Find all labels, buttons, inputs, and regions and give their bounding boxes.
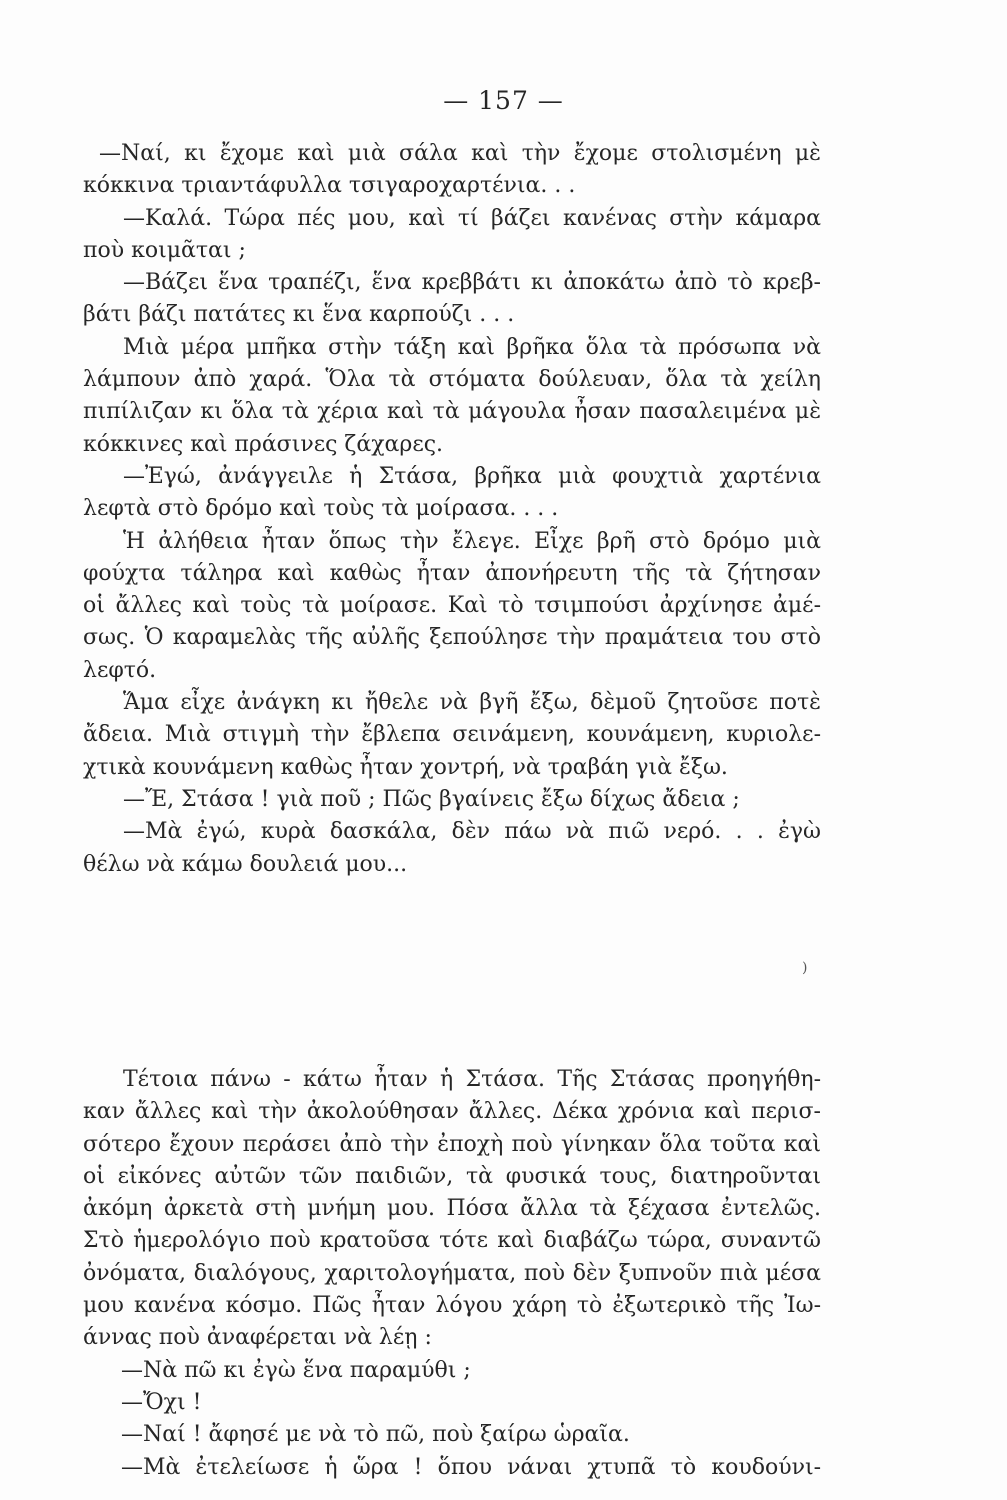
text-line: θέλω νὰ κάμω δουλειά μου... <box>83 851 408 877</box>
text-line: σως. Ὁ καραμελὰς τῆς αὐλῆς ξεπούλησε τὴν πραμάτεια του στὸ <box>83 625 821 651</box>
text-line: καν ἄλλες καὶ τὴν ἀκολούθησαν ἄλλες. Δέκα χρόνια καὶ περισ- <box>83 1099 821 1125</box>
text-line: λάμπουν ἀπὸ χαρά. Ὅλα τὰ στόματα δούλευαν, ὅλα τὰ χείλη <box>83 367 821 393</box>
text-line: ἄδεια. Μιὰ στιγμὴ τὴν ἔβλεπα σεινάμενη, κουνάμενη, κυριολε- <box>83 722 821 748</box>
text-line: βάτι βάζι πατάτες κι ἕνα καρπούζι . . . <box>83 302 515 328</box>
text-line: —Ἐγώ, ἀνάγγειλε ἡ Στάσα, βρῆκα μιὰ φουχτιὰ χαρτένια <box>123 463 821 489</box>
text-line: μου κανένα κόσμο. Πῶς ἦταν λόγου χάρη τὸ ἐξωτερικὸ τῆς Ἰω- <box>83 1293 821 1319</box>
page-number: — 157 — <box>443 86 564 115</box>
text-line: οἱ εἰκόνες αὐτῶν τῶν παιδιῶν, τὰ φυσικά τους, διατηροῦνται <box>83 1163 821 1189</box>
text-line: κόκκινα τριαντάφυλλα τσιγαροχαρτένια. . . <box>83 173 576 199</box>
text-line: Τέτοια πάνω - κάτω ἦταν ἡ Στάσα. Τῆς Στάσας προηγήθη- <box>123 1067 821 1092</box>
text-line: ἀκόμη ἀρκετὰ στὴ μνήμη μου. Πόσα ἄλλα τὰ ξέχασα ἐντελῶς. <box>83 1196 821 1222</box>
text-line: Ἅμα εἶχε ἀνάγκη κι ἤθελε νὰ βγῆ ἔξω, δὲμοῦ ζητοῦσε ποτὲ <box>123 690 821 716</box>
text-line: —Ναί ! ἄφησέ με νὰ τὸ πῶ, ποὺ ξαίρω ὡραῖα. <box>121 1422 630 1448</box>
text-line: λεφτό. <box>83 657 157 683</box>
text-line: λεφτὰ στὸ δρόμο καὶ τοὺς τὰ μοίρασα. . . . <box>83 496 559 522</box>
text-line: —Καλά. Τώρα πές μου, καὶ τί βάζει κανένας στὴν κάμαρα <box>123 205 821 231</box>
stray-print-mark: ) <box>802 960 808 976</box>
text-section-2 <box>83 1064 821 1484</box>
text-line: —Ναί, κι ἔχομε καὶ μιὰ σάλα καὶ τὴν ἔχομε στολισμένη μὲ <box>99 141 821 166</box>
text-line: άννας ποὺ ἀναφέρεται νὰ λέῃ : <box>83 1325 432 1351</box>
text-line: —Νὰ πῶ κι ἐγὼ ἕνα παραμύθι ; <box>121 1357 471 1383</box>
text-line: Στὸ ἡμερολόγιο ποὺ κρατοῦσα τότε καὶ διαβάζω τώρα, συναντῶ <box>83 1228 821 1254</box>
text-line: —Μὰ ἐτελείωσε ἡ ὥρα ! ὅπου νάναι χτυπᾶ τὸ κουδούνι- <box>121 1454 821 1480</box>
text-section-1 <box>83 138 821 881</box>
text-line: —Ὄχι ! <box>121 1389 202 1415</box>
text-line: χτικὰ κουνάμενη καθὼς ἦταν χοντρή, νὰ τραβάη γιὰ ἔξω. <box>83 754 728 780</box>
text-line: —Μὰ ἐγώ, κυρὰ δασκάλα, δὲν πάω νὰ πιῶ νερό. . . ἐγὼ <box>123 819 821 845</box>
text-line: —Ἔ, Στάσα ! γιὰ ποῦ ; Πῶς βγαίνεις ἔξω δίχως ἄδεια ; <box>123 786 740 812</box>
text-line: —Βάζει ἕνα τραπέζι, ἕνα κρεββάτι κι ἀποκάτω ἀπὸ τὸ κρεβ- <box>123 270 821 296</box>
text-line: κόκκινες καὶ πράσινες ζάχαρες. <box>83 431 444 457</box>
text-line: σότερο ἔχουν περάσει ἀπὸ τὴν ἐποχὴ ποὺ γίνηκαν ὅλα τοῦτα καὶ <box>83 1131 821 1157</box>
text-line: Μιὰ μέρα μπῆκα στὴν τάξη καὶ βρῆκα ὅλα τὰ πρόσωπα νὰ <box>123 334 821 360</box>
text-line: ποὺ κοιμᾶται ; <box>83 237 246 263</box>
text-line: Ἡ ἀλήθεια ἦταν ὅπως τὴν ἔλεγε. Εἶχε βρῆ στὸ δρόμο μιὰ <box>123 528 821 554</box>
text-line: οἱ ἄλλες καὶ τοὺς τὰ μοίρασε. Καὶ τὸ τσιμπούσι ἀρχίνησε ἀμέ- <box>83 593 821 619</box>
text-line: ὀνόματα, διαλόγους, χαριτολογήματα, ποὺ δὲν ξυπνοῦν πιὰ μέσα <box>83 1260 821 1286</box>
text-line: πιπίλιζαν κι ὅλα τὰ χέρια καὶ τὰ μάγουλα ἦσαν πασαλειμένα μὲ <box>83 399 821 425</box>
text-line: φούχτα τάληρα καὶ καθὼς ἦταν ἀπονήρευτη τῆς τὰ ζήτησαν <box>83 560 821 586</box>
